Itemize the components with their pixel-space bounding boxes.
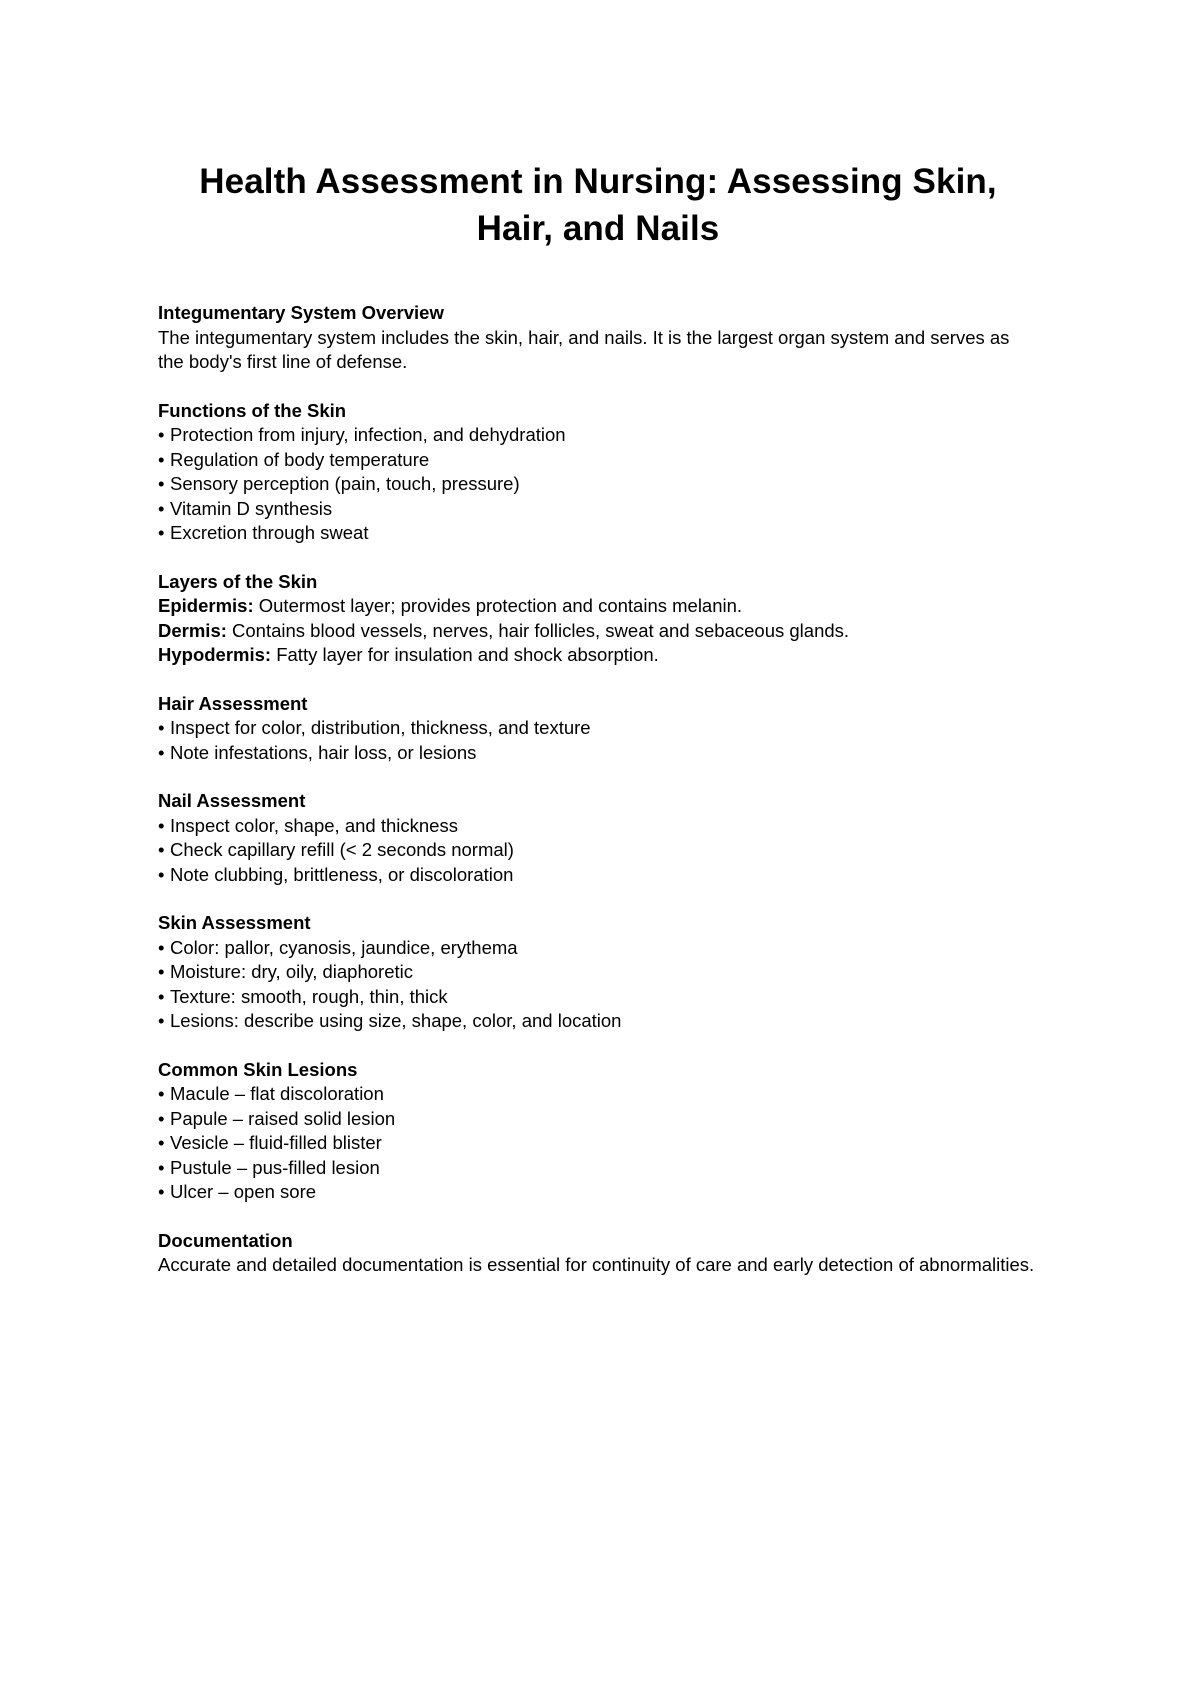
bullet-icon: • (158, 741, 165, 763)
list-item (158, 838, 1038, 863)
list-item (158, 985, 1038, 1010)
bullet-icon: • (158, 839, 165, 860)
list-item (158, 448, 1038, 473)
list-item-text: Note clubbing, brittleness, or discoloration (170, 863, 514, 885)
section-heading: Documentation (158, 1229, 293, 1251)
section-heading: Nail Assessment (158, 790, 306, 811)
section-heading: Skin Assessment (158, 912, 311, 933)
bullet-icon: • (158, 1156, 165, 1178)
list-item-text: Ulcer – open sore (170, 1181, 317, 1202)
layer-term: Epidermis: (158, 595, 254, 616)
bullet-icon: • (158, 814, 165, 836)
list-item (158, 521, 1038, 546)
bullet-icon: • (158, 1083, 165, 1104)
bullet-icon: • (158, 863, 165, 885)
lesions-list (158, 1082, 1038, 1205)
layer-epidermis (158, 594, 1038, 619)
layer-term: Hypodermis: (158, 644, 272, 665)
list-item (158, 716, 1038, 741)
section-heading: Functions of the Skin (158, 399, 347, 421)
layer-description: Contains blood vessels, nerves, hair follicles, sweat and sebaceous glands. (226, 619, 850, 641)
page-title (158, 158, 1038, 252)
layer-description: Fatty layer for insulation and shock absorption. (271, 644, 659, 665)
layer-hypodermis (158, 643, 1038, 668)
list-item (158, 936, 1038, 961)
bullet-icon: • (158, 497, 165, 519)
list-item (158, 741, 1038, 766)
section-skin (158, 911, 1038, 1034)
bullet-icon: • (158, 961, 165, 982)
document-body (158, 301, 1038, 1278)
section-heading: Hair Assessment (158, 692, 308, 714)
list-item-text: Moisture: dry, oily, diaphoretic (170, 961, 413, 982)
list-item (158, 1009, 1038, 1034)
list-item-text: Note infestations, hair loss, or lesions (170, 741, 477, 763)
list-item-text: Vesicle – fluid-filled blister (170, 1132, 382, 1153)
bullet-icon: • (158, 522, 165, 543)
list-item (158, 423, 1038, 448)
list-item (158, 497, 1038, 522)
bullet-icon: • (158, 473, 165, 494)
section-documentation (158, 1229, 1038, 1278)
list-item-text: Regulation of body temperature (170, 448, 430, 470)
documentation-paragraph: Accurate and detailed documentation is essential for continuity of care and early detection of abnormalities. (158, 1254, 1035, 1275)
list-item (158, 863, 1038, 888)
list-item-text: Texture: smooth, rough, thin, thick (170, 985, 448, 1007)
layer-description: Outermost layer; provides protection and contains melanin. (253, 595, 743, 616)
bullet-icon: • (158, 448, 165, 470)
list-item-text: Check capillary refill (< 2 seconds normal) (170, 839, 514, 860)
list-item (158, 1082, 1038, 1107)
list-item-text: Lesions: describe using size, shape, color, and location (170, 1010, 622, 1031)
list-item-text: Sensory perception (pain, touch, pressure) (170, 473, 520, 494)
list-item-text: Inspect color, shape, and thickness (170, 814, 458, 836)
list-item (158, 472, 1038, 497)
layer-dermis (158, 619, 1038, 644)
hair-list (158, 716, 1038, 765)
bullet-icon: • (158, 1181, 165, 1202)
list-item-text: Papule – raised solid lesion (170, 1107, 396, 1129)
section-hair (158, 692, 1038, 766)
page-title-line-2: Hair, and Nails (476, 209, 720, 248)
list-item (158, 1107, 1038, 1132)
functions-list (158, 423, 1038, 546)
list-item-text: Excretion through sweat (170, 522, 369, 543)
list-item-text: Pustule – pus-filled lesion (170, 1156, 380, 1178)
section-heading: Layers of the Skin (158, 570, 318, 592)
section-layers (158, 570, 1038, 668)
section-heading: Integumentary System Overview (158, 302, 444, 323)
list-item-text: Macule – flat discoloration (170, 1083, 384, 1104)
list-item-text: Vitamin D synthesis (170, 497, 333, 519)
list-item-text: Inspect for color, distribution, thickness, and texture (170, 717, 591, 738)
bullet-icon: • (158, 717, 165, 738)
list-item-text: Color: pallor, cyanosis, jaundice, erythema (170, 936, 518, 958)
section-lesions (158, 1058, 1038, 1205)
section-overview (158, 301, 1038, 375)
section-functions (158, 399, 1038, 546)
list-item (158, 960, 1038, 985)
list-item (158, 1156, 1038, 1181)
bullet-icon: • (158, 936, 165, 958)
document-page (158, 158, 1038, 1302)
section-nail (158, 789, 1038, 887)
list-item (158, 814, 1038, 839)
page-title-line-1: Health Assessment in Nursing: Assessing Skin, (199, 162, 997, 201)
bullet-icon: • (158, 1010, 165, 1031)
bullet-icon: • (158, 1132, 165, 1153)
list-item (158, 1131, 1038, 1156)
skin-list (158, 936, 1038, 1034)
section-heading: Common Skin Lesions (158, 1058, 358, 1080)
list-item-text: Protection from injury, infection, and dehydration (170, 424, 566, 445)
nail-list (158, 814, 1038, 888)
overview-paragraph: The integumentary system includes the skin, hair, and nails. It is the largest organ system and serves as the body's first line of defense. (158, 326, 1010, 372)
list-item (158, 1180, 1038, 1205)
bullet-icon: • (158, 1107, 165, 1129)
bullet-icon: • (158, 985, 165, 1007)
layer-term: Dermis: (158, 619, 227, 641)
bullet-icon: • (158, 424, 165, 445)
